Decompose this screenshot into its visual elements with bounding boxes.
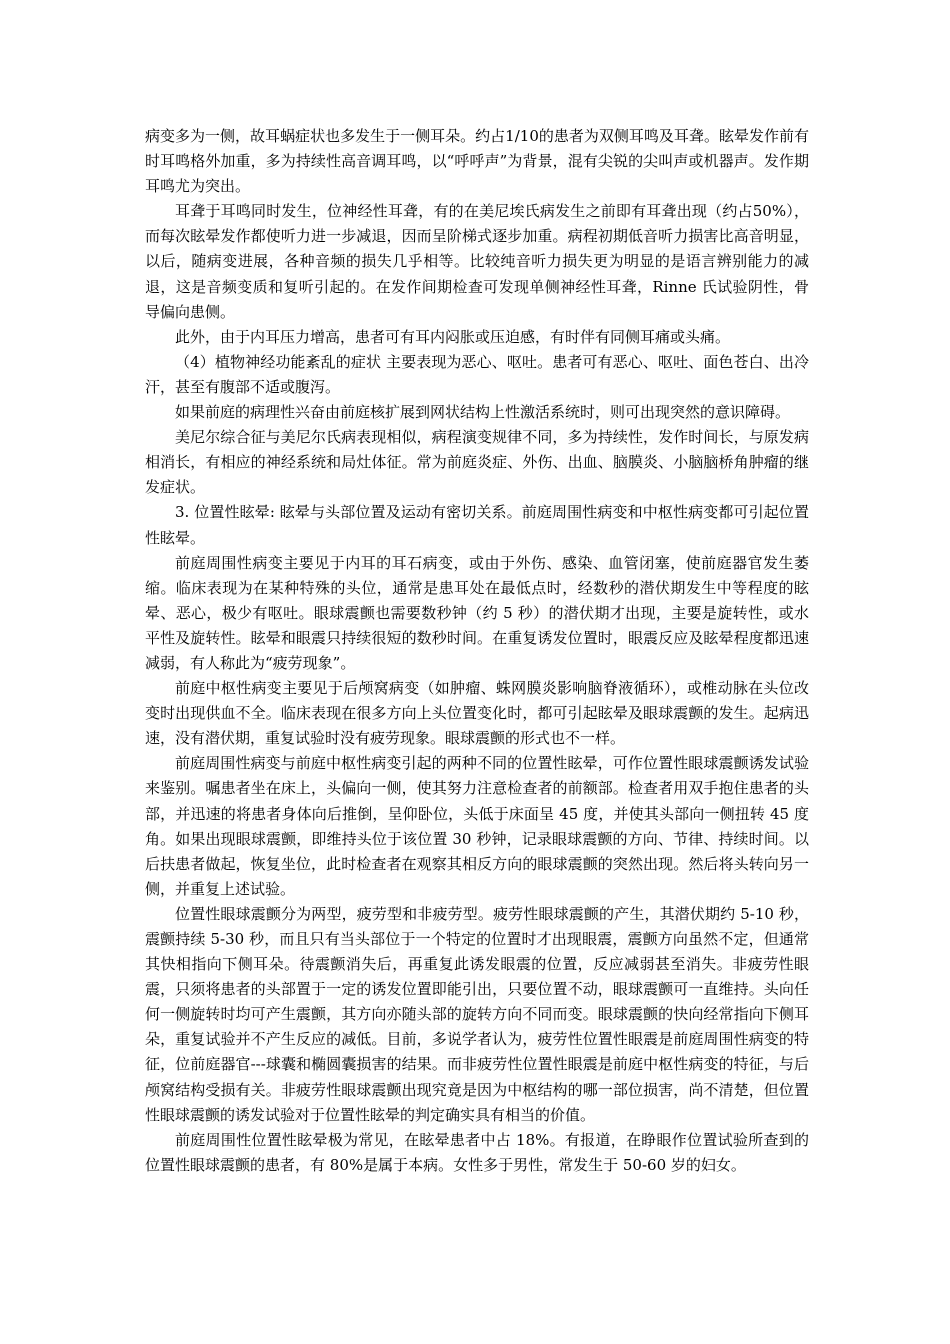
paragraph-8: 前庭周围性病变主要见于内耳的耳石病变，或由于外伤、感染、血管闭塞，使前庭器官发生萎缩。临床表现为在某种特殊的头位，通常是患耳处在最低点时，经数秒的潜伏期发生中等程度的眩晕、恶心，极少有呕吐。眼球震颤也需要数秒钟（约 5 秒）的潜伏期才出现，主要是旋转性，或水平性及旋转性。眩晕和眼震只持续很短的数秒时间。在重复诱发位置时，眼震反应及眩晕程度都迅速减弱，有人称此为“疲劳现象”。 xyxy=(145,553,809,672)
paragraph-12: 前庭周围性位置性眩晕极为常见，在眩晕患者中占 18%。有报道，在睁眼作位置试验所查到的位置性眼球震颤的患者，有 80%是属于本病。女性多于男性，常发生于 50-60 岁的妇女。 xyxy=(145,1130,809,1174)
paragraph-2: 耳聋于耳鸣同时发生，位神经性耳聋，有的在美尼埃氏病发生之前即有耳聋出现（约占50%），而每次眩晕发作都使听力进一步减退，因而呈阶梯式逐步加重。病程初期低音听力损害比高音明显，以后，随病变进展，各种音频的损失几乎相等。比较纯音听力损失更为明显的是语言辨别能力的减退，这是音频变质和复听引起的。在发作间期检查可发现单侧神经性耳聋，Rinne 氏试验阴性，骨导偏向患侧。 xyxy=(145,202,809,321)
paragraph-3: 此外，由于内耳压力增高，患者可有耳内闷胀或压迫感，有时伴有同侧耳痛或头痛。 xyxy=(175,327,731,346)
paragraph-6: 美尼尔综合征与美尼尔氏病表现相似，病程演变规律不同，多为持续性，发作时间长，与原发病相消长，有相应的神经系统和局灶体征。常为前庭炎症、外伤、出血、脑膜炎、小脑脑桥角肿瘤的继发症状。 xyxy=(145,428,809,497)
paragraph-10: 前庭周围性病变与前庭中枢性病变引起的两种不同的位置性眩晕，可作位置性眼球震颤诱发试验来鉴别。嘱患者坐在床上，头偏向一侧，使其努力注意检查者的前额部。检查者用双手抱住患者的头部，并迅速的将患者身体向后推倒，呈仰卧位，头低于床面呈 45 度，并使其头部向一侧扭转 45 度角。如果出现眼球震颤，即维持头位于该位置 30 秒钟，记录眼球震颤的方向、节律、持续时间。以后扶患者做起，恢复坐位，此时检查者在观察其相反方向的眼球震颤的突然出现。然后将头转向另一侧，并重复上述试验。 xyxy=(145,754,809,898)
document-body xyxy=(145,124,809,1178)
paragraph-1: 病变多为一侧，故耳蜗症状也多发生于一侧耳朵。约占1/10的患者为双侧耳鸣及耳聋。眩晕发作前有时耳鸣格外加重，多为持续性高音调耳鸣，以“呼呼声”为背景，混有尖锐的尖叫声或机器声。发作期耳鸣尤为突出。 xyxy=(145,127,809,196)
paragraph-11: 位置性眼球震颤分为两型，疲劳型和非疲劳型。疲劳性眼球震颤的产生，其潜伏期约 5-10 秒，震颤持续 5-30 秒，而且只有当头部位于一个特定的位置时才出现眼震，震颤方向虽然不定，但通常其快相指向下侧耳朵。待震颤消失后，再重复此诱发眼震的位置，反应减弱甚至消失。非疲劳性眼震，只须将患者的头部置于一定的诱发位置即能引出，只要位置不动，眼球震颤可一直维持。头向任何一侧旋转时均可产生震颤，其方向亦随头部的旋转方向不同而变。眼球震颤的快向经常指向下侧耳朵，重复试验并不产生反应的减低。目前，多说学者认为，疲劳性位置性眼震是前庭周围性病变的特征，位前庭器官---球囊和椭圆囊损害的结果。而非疲劳性位置性眼震是前庭中枢性病变的特征，与后颅窝结构受损有关。非疲劳性眼球震颤出现究竟是因为中枢结构的哪一部位损害，尚不清楚，但位置性眼球震颤的诱发试验对于位置性眩晕的判定确实具有相当的价值。 xyxy=(145,904,809,1124)
paragraph-5: 如果前庭的病理性兴奋由前庭核扩展到网状结构上性激活系统时，则可出现突然的意识障碍。 xyxy=(175,403,791,422)
paragraph-7: 3. 位置性眩晕: 眩晕与头部位置及运动有密切关系。前庭周围性病变和中枢性病变都可引起位置性眩晕。 xyxy=(145,503,809,547)
paragraph-4: （4）植物神经功能紊乱的症状 主要表现为恶心、呕吐。患者可有恶心、呕吐、面色苍白、出冷汗，甚至有腹部不适或腹泻。 xyxy=(145,352,809,396)
paragraph-9: 前庭中枢性病变主要见于后颅窝病变（如肿瘤、蛛网膜炎影响脑脊液循环），或椎动脉在头位改变时出现供血不全。临床表现在很多方向上头位置变化时，都可引起眩晕及眼球震颤的发生。起病迅速，没有潜伏期，重复试验时没有疲劳现象。眼球震颤的形式也不一样。 xyxy=(145,679,809,748)
